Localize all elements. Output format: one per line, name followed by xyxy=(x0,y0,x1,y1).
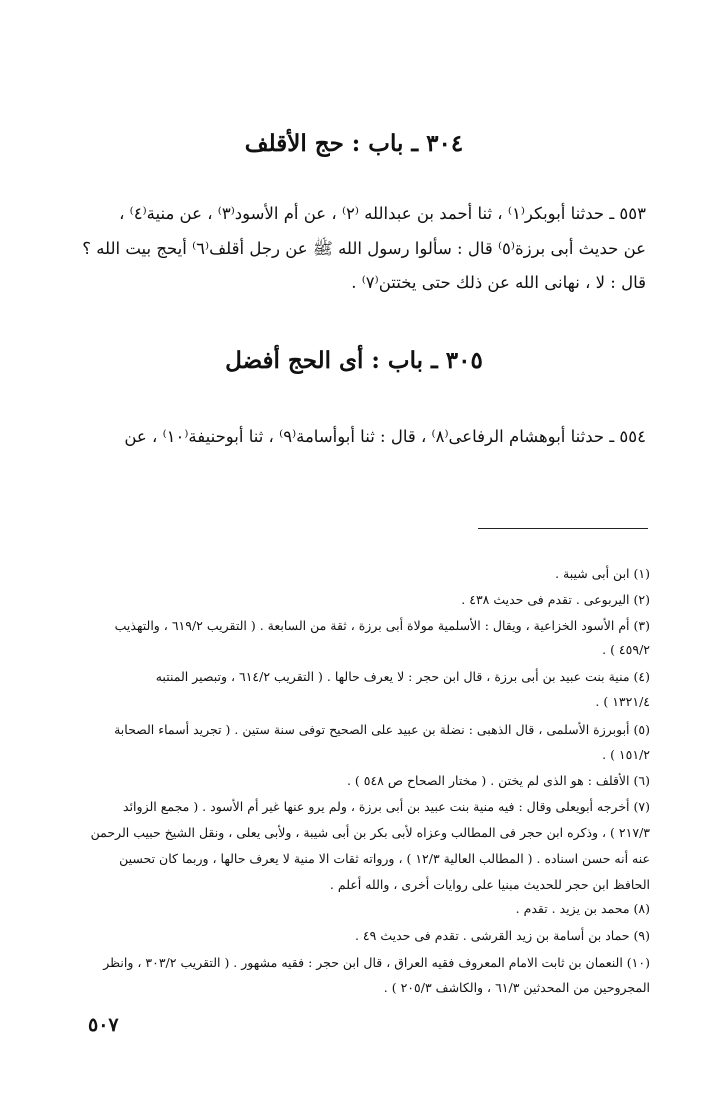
footnote-8: (٨) محمد بن يزيد . تقدم . xyxy=(515,901,650,916)
footnote-5-line-2: ١٥١/٢ ) . xyxy=(602,747,650,762)
footnote-3-line-1: (٣) أم الأسود الخزاعية ، ويقال : الأسلمية مولاة أبى برزة ، ثقة من السابعة . ( التقريب ٦١٩/٢ ، والتهذيب xyxy=(114,618,650,633)
footnote-7-line-4: الحافظ ابن حجر للحديث مبنيا على روايات أخرى ، والله أعلم . xyxy=(329,877,650,892)
footnote-7-line-2: ٢١٧/٣ ) ، وذكره ابن حجر فى المطالب وعزاه لأبى بكر بن أبى شيبة ، ولأبى يعلى ، ونقل الشيخ حبيب الرحمن xyxy=(90,825,650,840)
chapter-heading-304: ٣٠٤ ـ باب : حج الأقلف xyxy=(244,130,464,157)
hadith-553-line-3: قال : لا ، نهانى الله عن ذلك حتى يختتن⁽٧⁾ . xyxy=(351,273,646,292)
footnote-9: (٩) حماد بن أسامة بن زيد القرشى . تقدم فى حديث ٤٩ . xyxy=(354,928,650,943)
footnote-5-line-1: (٥) أبوبرزة الأسلمى ، قال الذهبى : نضلة بن عبيد على الصحيح توفى سنة ستين . ( تجريد أسماء الصحابة xyxy=(114,722,650,737)
footnote-10-line-1: (١٠) النعمان بن ثابت الامام المعروف فقيه العراق ، قال ابن حجر : فقيه مشهور . ( التقريب ٣٠٣/٢ ، وانظر xyxy=(103,955,650,970)
page-number: ٥٠٧ xyxy=(88,1014,119,1036)
footnote-separator xyxy=(478,528,648,529)
footnote-10-line-2: المجروحين من المحدثين ٦١/٣ ، والكاشف ٢٠٥/٣ ) . xyxy=(383,980,650,995)
footnote-4-line-1: (٤) منية بنت عبيد بن أبى برزة ، قال ابن حجر : لا يعرف حالها . ( التقريب ٦١٤/٢ ، وتبصير المنتبه xyxy=(155,669,650,684)
footnote-3-line-2: ٤٥٩/٢ ) . xyxy=(602,642,650,657)
footnote-7-line-1: (٧) أخرجه أبويعلى وقال : فيه منية بنت عبيد بن أبى برزة ، ولم يرو عنها غير أم الأسود . ( مجمع الزوائد xyxy=(123,799,650,814)
footnote-1: (١) ابن أبى شيبة . xyxy=(555,566,650,581)
hadith-553-line-2: عن حديث أبى برزة⁽٥⁾ قال : سألوا رسول الله ﷺ عن رجل أقلف⁽٦⁾ أيحج بيت الله ؟ xyxy=(82,239,646,258)
footnote-7-line-3: عنه أنه حسن اسناده . ( المطالب العالية ١٢/٣ ) ، ورواته ثقات الا منية لا يعرف حالها ، وربما كان تحسين xyxy=(119,851,650,866)
footnote-4-line-2: ١٣٢١/٤ ) . xyxy=(595,694,650,709)
footnote-2: (٢) اليربوعى . تقدم فى حديث ٤٣٨ . xyxy=(461,592,650,607)
hadith-553-line-1: ٥٥٣ ـ حدثنا أبوبكر⁽١⁾ ، ثنا أحمد بن عبدالله ⁽٢⁾ ، عن أم الأسود⁽٣⁾ ، عن منية⁽٤⁾ ، xyxy=(119,204,646,223)
chapter-heading-305: ٣٠٥ ـ باب : أى الحج أفضل xyxy=(225,347,483,374)
hadith-554-line-1: ٥٥٤ ـ حدثنا أبوهشام الرفاعى⁽٨⁾ ، قال : ثنا أبوأسامة⁽٩⁾ ، ثنا أبوحنيفة⁽١٠⁾ ، عن xyxy=(124,427,646,446)
footnote-6: (٦) الأقلف : هو الذى لم يختن . ( مختار الصحاح ص ٥٤٨ ) . xyxy=(346,773,650,788)
